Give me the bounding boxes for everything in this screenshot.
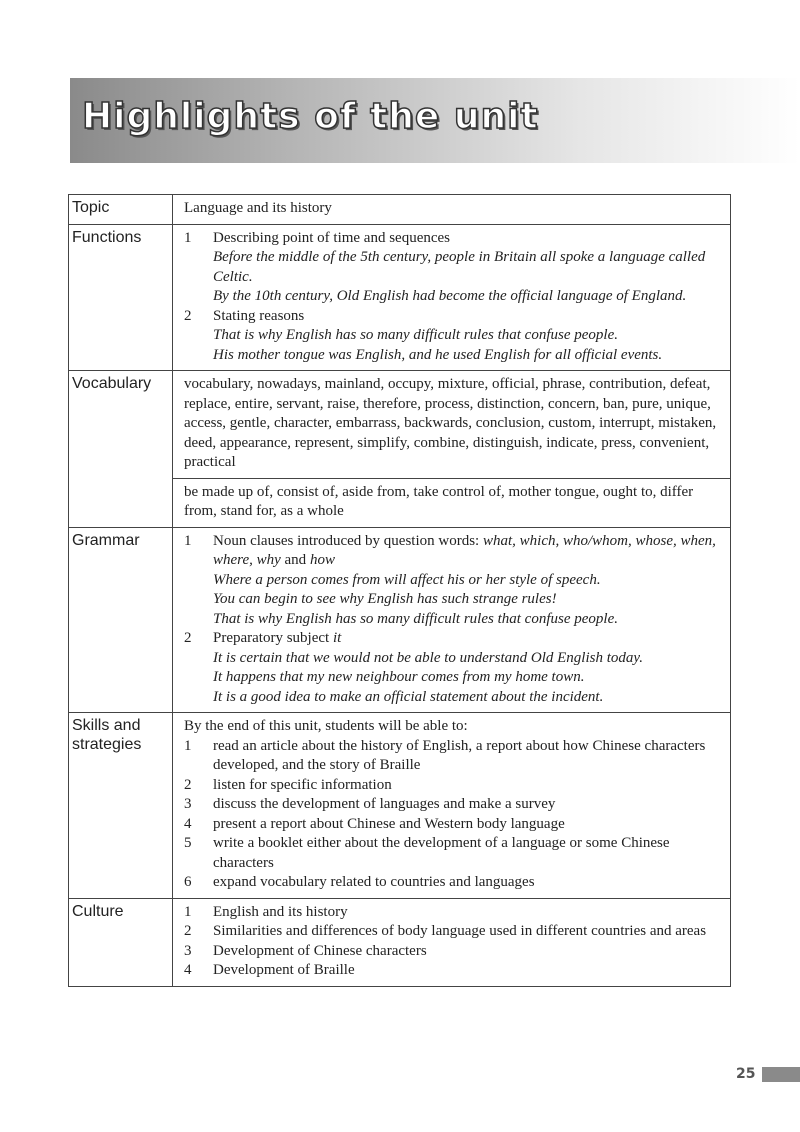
example-sentence: That is why English has so many difficult rules that confuse people. xyxy=(213,610,618,627)
item-number: 3 xyxy=(184,942,192,959)
item-number: 2 xyxy=(184,630,192,646)
example-sentence: That is why English has so many difficult rules that confuse people. xyxy=(213,327,618,343)
grammar-content xyxy=(173,527,731,713)
functions-content xyxy=(173,224,731,371)
culture-text: Similarities and differences of body language used in different countries and areas xyxy=(213,923,707,939)
function-item xyxy=(184,229,724,249)
example-sentence: It is certain that we would not be able to understand Old English today. xyxy=(213,649,643,666)
culture-item xyxy=(184,961,724,981)
function-item xyxy=(184,307,724,327)
row-label-vocabulary: Vocabulary xyxy=(69,371,173,528)
item-number: 5 xyxy=(184,835,192,851)
item-number: 4 xyxy=(184,962,192,978)
item-number: 3 xyxy=(184,796,192,812)
example-sentence: You can begin to see why English has such strange rules! xyxy=(213,591,557,607)
grammar-heading: Preparatory subject xyxy=(213,630,333,646)
example-sentence: It happens that my new neighbour comes from my home town. xyxy=(213,669,585,685)
skill-item xyxy=(184,776,724,796)
item-number: 2 xyxy=(184,923,192,939)
question-word-how: how xyxy=(309,552,335,568)
skill-text: read an article about the history of English, a report about how Chinese characters developed, and the story of Braille xyxy=(213,737,706,773)
row-label-topic: Topic xyxy=(69,195,173,225)
function-heading: Stating reasons xyxy=(213,307,305,324)
table-row-vocabulary xyxy=(69,371,731,479)
page-number: 25 xyxy=(736,1066,756,1082)
row-label-skills: Skills and strategies xyxy=(69,713,173,899)
page-title: Highlights of the unit xyxy=(82,96,539,137)
table-row-functions xyxy=(69,224,731,371)
item-number: 1 xyxy=(184,903,192,920)
row-label-culture: Culture xyxy=(69,898,173,986)
culture-item xyxy=(184,942,724,962)
vocabulary-words: vocabulary, nowadays, mainland, occupy, mixture, official, phrase, contribution, defeat, replace, entire, servant, raise, therefore, process, distinction, concern, ban, pure, unique, access, gentle, character, embarrass, backwards, conclusion, custom, interrupt, mistaken, deed, appearance, represent, simplify, combine, distinguish, indicate, press, convenient, practical xyxy=(173,371,731,479)
highlights-table xyxy=(68,194,731,987)
example-sentence: It is a good idea to make an official statement about the incident. xyxy=(213,688,604,705)
row-label-grammar: Grammar xyxy=(69,527,173,713)
skill-item xyxy=(184,737,724,776)
culture-item xyxy=(184,922,724,942)
item-number: 1 xyxy=(184,229,192,246)
item-number: 4 xyxy=(184,815,192,832)
item-number: 1 xyxy=(184,737,192,754)
row-label-functions: Functions xyxy=(69,224,173,371)
skill-text: discuss the development of languages and make a survey xyxy=(213,796,556,812)
grammar-item xyxy=(184,629,724,649)
skills-content xyxy=(173,713,731,899)
item-number: 1 xyxy=(184,532,192,549)
item-number: 2 xyxy=(184,776,192,793)
table-row-topic xyxy=(69,195,731,225)
skill-text: listen for specific information xyxy=(213,776,392,793)
vocabulary-phrases: be made up of, consist of, aside from, take control of, mother tongue, ought to, differ from, stand for, as a whole xyxy=(173,478,731,527)
item-number: 6 xyxy=(184,874,192,890)
example-sentence: His mother tongue was English, and he used English for all official events. xyxy=(213,346,663,363)
question-words: what, which, who/whom, whose, when, where, why xyxy=(213,532,716,568)
skills-intro: By the end of this unit, students will be able to: xyxy=(184,718,468,734)
skill-item xyxy=(184,834,724,873)
function-heading: Describing point of time and sequences xyxy=(213,229,451,246)
grammar-intro: Noun clauses introduced by question words: xyxy=(213,532,483,549)
grammar-item xyxy=(184,532,724,571)
example-sentence: By the 10th century, Old English had become the official language of England. xyxy=(213,288,687,304)
culture-text: Development of Chinese characters xyxy=(213,942,427,959)
table-row-grammar xyxy=(69,527,731,713)
and-text: and xyxy=(280,552,310,568)
item-number: 2 xyxy=(184,307,192,324)
culture-content xyxy=(173,898,731,986)
example-sentence: Where a person comes from will affect his or her style of speech. xyxy=(213,571,601,588)
skill-text: present a report about Chinese and Western body language xyxy=(213,815,565,832)
culture-text: English and its history xyxy=(213,903,348,920)
page-number-bar xyxy=(762,1067,800,1082)
example-sentence: Before the middle of the 5th century, people in Britain all spoke a language called Celtic. xyxy=(213,249,706,285)
culture-item xyxy=(184,903,724,923)
skill-item xyxy=(184,815,724,835)
topic-value: Language and its history xyxy=(173,195,731,225)
skill-text: write a booklet either about the development of a language or some Chinese characters xyxy=(213,835,670,871)
culture-text: Development of Braille xyxy=(213,962,355,978)
skill-text: expand vocabulary related to countries and languages xyxy=(213,874,535,890)
skill-item xyxy=(184,873,724,893)
table-row-skills xyxy=(69,713,731,899)
skill-item xyxy=(184,795,724,815)
preparatory-it: it xyxy=(332,630,342,646)
table-row-culture xyxy=(69,898,731,986)
